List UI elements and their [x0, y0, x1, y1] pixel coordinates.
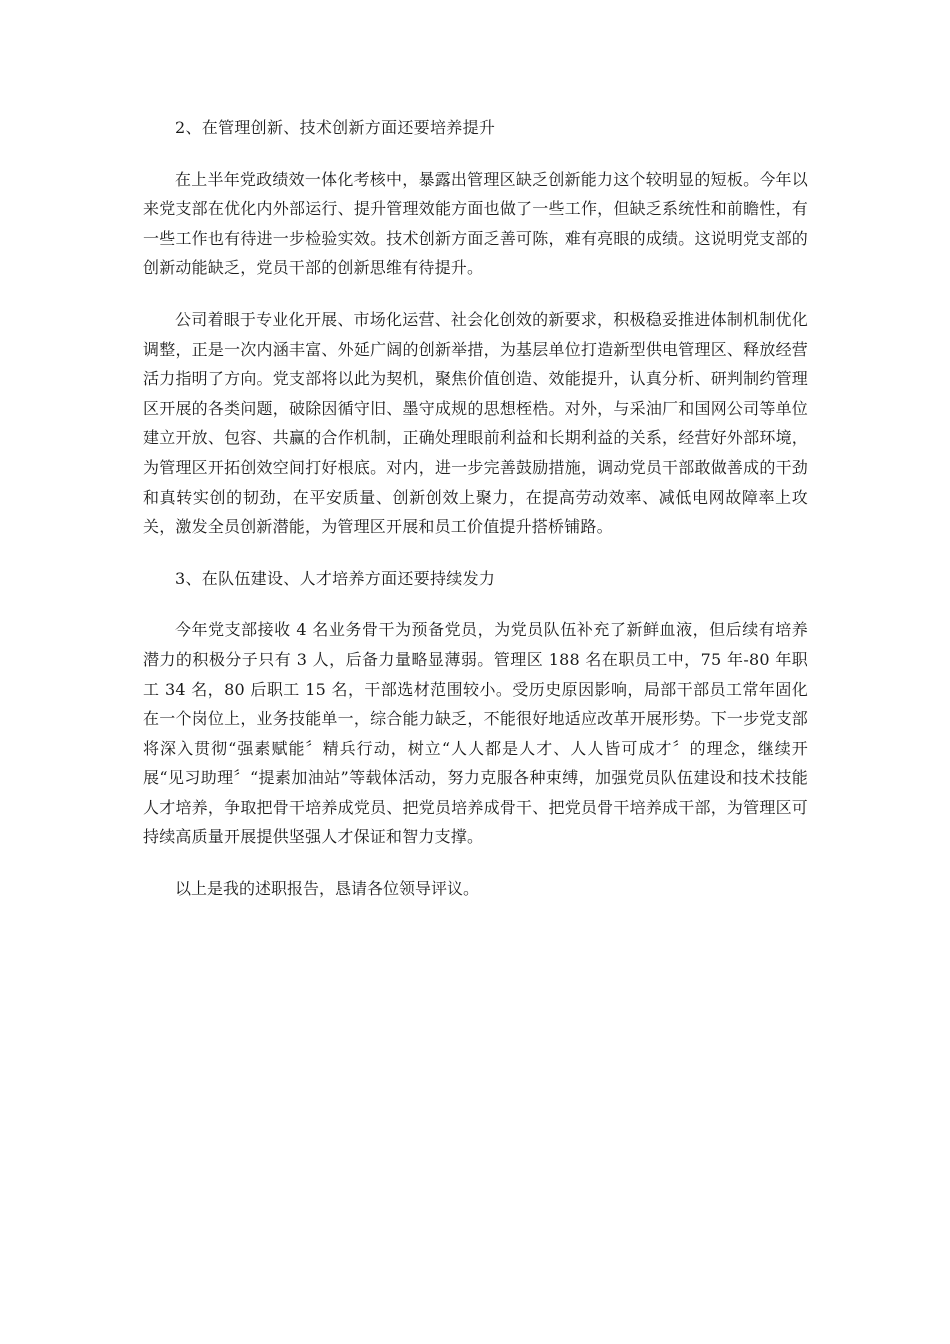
- document-body: [143, 113, 808, 904]
- section-heading-2: 2、在管理创新、技术创新方面还要培养提升: [175, 118, 496, 137]
- paragraph-innovation-gap: 在上半年党政绩效一体化考核中，暴露出管理区缺乏创新能力这个较明显的短板。今年以来党支部在优化内外部运行、提升管理效能方面也做了一些工作，但缺乏系统性和前瞻性，有一些工作也有待进一步检验实效。技术创新方面乏善可陈，难有亮眼的成绩。这说明党支部的创新动能缺乏，党员干部的创新思维有待提升。: [143, 169, 808, 278]
- paragraph-innovation-plan: 公司着眼于专业化开展、市场化运营、社会化创效的新要求，积极稳妥推进体制机制优化调整，正是一次内涵丰富、外延广阔的创新举措，为基层单位打造新型供电管理区、释放经营活力指明了方向。党支部将以此为契机，聚焦价值创造、效能提升，认真分析、研判制约管理区开展的各类问题，破除因循守旧、墨守成规的思想桎梏。对外，与采油厂和国网公司等单位建立开放、包容、共赢的合作机制，正确处理眼前利益和长期利益的关系，经营好外部环境，为管理区开拓创效空间打好根底。对内，进一步完善鼓励措施，调动党员干部敢做善成的干劲和真转实创的韧劲，在平安质量、创新创效上聚力，在提高劳动效率、减低电网故障率上攻关，激发全员创新潜能，为管理区开展和员工价值提升搭桥铺路。: [143, 309, 808, 537]
- closing-statement: 以上是我的述职报告，恳请各位领导评议。: [175, 879, 480, 899]
- section-heading-3: 3、在队伍建设、人才培养方面还要持续发力: [175, 568, 496, 588]
- paragraph-team-building: 今年党支部接收 4 名业务骨干为预备党员，为党员队伍补充了新鲜血液，但后续有培养潜力的积极分子只有 3 人，后备力量略显薄弱。管理区 188 名在职员工中，75 年-80 年职工 34 名，80 后职工 15 名，干部选材范围较小。受历史原因影响，局部干部员工常年固化在一个岗位上，业务技能单一，综合能力缺乏，不能很好地适应改革开展形势。下一步党支部将深入贯彻“强素赋能〞精兵行动，树立“人人都是人才、人人皆可成才〞的理念，继续开展“见习助理〞“提素加油站”等载体活动，努力克服各种束缚，加强党员队伍建设和技术技能人才培养，争取把骨干培养成党员、把党员培养成骨干、把党员骨干培养成干部，为管理区可持续高质量开展提供坚强人才保证和智力支撑。: [143, 620, 808, 847]
